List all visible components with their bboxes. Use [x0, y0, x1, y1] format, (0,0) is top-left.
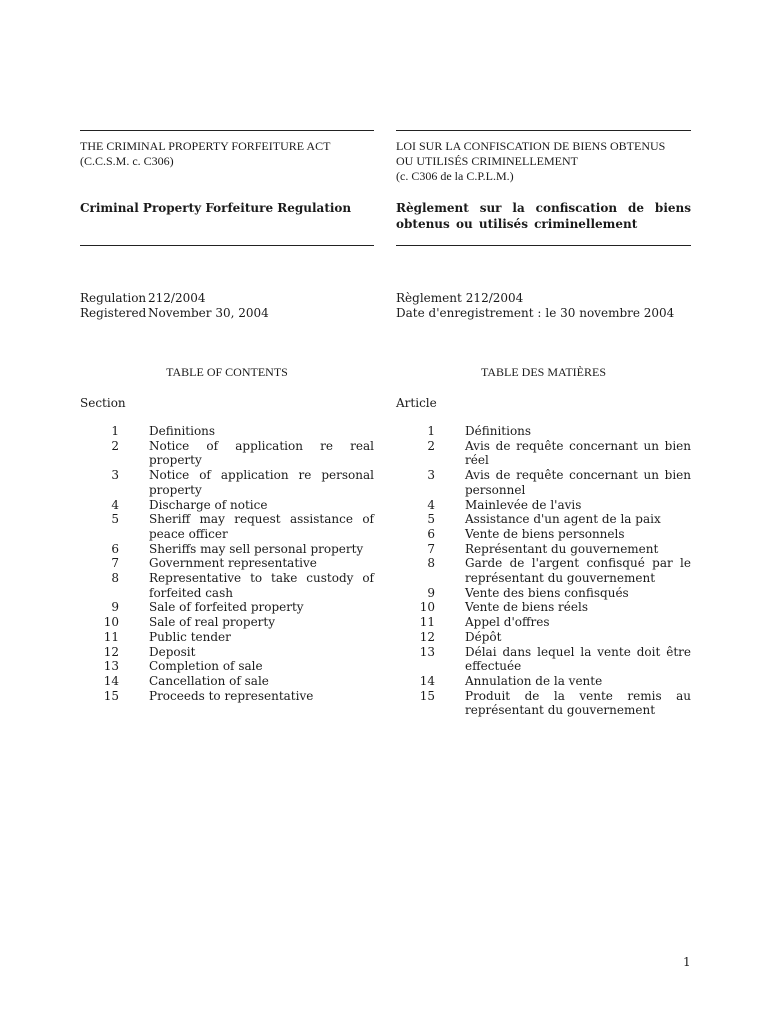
toc-entry [396, 630, 691, 645]
bottom-rule [396, 245, 691, 246]
act-title: THE CRIMINAL PROPERTY FORFEITURE ACT (C.C.S.M. c. C306) [80, 139, 331, 168]
table-of-contents [80, 424, 374, 703]
toc-entry [396, 498, 691, 513]
toc-entry-title: Appel d'offres [465, 615, 550, 630]
toc-entry-number: 10 [419, 600, 435, 615]
toc-entry-number: 2 [111, 438, 119, 453]
toc-entry-title: Public tender [149, 629, 231, 644]
toc-entry-number: 11 [103, 629, 119, 644]
toc-entry [396, 512, 691, 527]
regulation-number: 212/2004 [148, 291, 206, 305]
toc-entry [396, 542, 691, 557]
toc-entry-title: Government representative [149, 556, 317, 571]
regulation-info [396, 291, 691, 321]
toc-entry-number: 7 [111, 556, 119, 571]
toc-entry-number: 14 [103, 673, 119, 688]
toc-entry-title: Représentant du gouvernement [465, 541, 659, 556]
toc-entry-title: Sheriff may request assistance of peace officer [149, 512, 374, 541]
toc-entry-number: 5 [427, 512, 435, 527]
toc-entry-title: Mainlevée de l'avis [465, 497, 582, 512]
toc-heading: TABLE OF CONTENTS [166, 365, 288, 379]
table-of-contents [396, 424, 691, 718]
toc-entry-number: 6 [427, 526, 435, 541]
toc-entry-title: Avis de requête concernant un bien réel [465, 438, 691, 468]
registered-label: Registered [80, 306, 147, 320]
toc-entry-title: Dépôt [465, 629, 502, 644]
toc-entry-title: Vente de biens personnels [465, 526, 625, 541]
toc-entry-title: Vente des biens confisqués [465, 585, 629, 600]
toc-entry-number: 11 [419, 615, 435, 630]
toc-entry [80, 630, 374, 645]
toc-entry-number: 1 [111, 424, 119, 438]
registered-label: Date d'enregistrement : [396, 306, 542, 320]
toc-entry-number: 6 [111, 541, 119, 556]
toc-entry-number: 9 [427, 585, 435, 600]
toc-entry-title: Sheriffs may sell personal property [149, 541, 364, 556]
toc-entry-number: 3 [111, 468, 119, 483]
toc-entry-title: Notice of application re personal property [149, 468, 374, 497]
toc-entry [80, 468, 374, 497]
toc-entry-number: 4 [111, 497, 119, 512]
toc-entry-number: 3 [427, 468, 435, 483]
toc-entry [396, 556, 691, 585]
toc-entry [80, 600, 374, 615]
toc-entry-number: 1 [427, 424, 435, 438]
toc-entry-title: Deposit [149, 644, 196, 659]
toc-entry-number: 8 [427, 556, 435, 571]
toc-entry-number: 14 [419, 673, 435, 688]
bottom-rule [80, 245, 374, 246]
toc-entry [80, 556, 374, 571]
toc-entry [396, 615, 691, 630]
toc-entry-title: Sale of real property [149, 615, 276, 630]
toc-entry [396, 424, 691, 439]
toc-entry [396, 645, 691, 674]
toc-entry-number: 5 [111, 512, 119, 527]
regulation-number: 212/2004 [465, 291, 524, 305]
toc-entry [80, 571, 374, 600]
toc-entry [80, 659, 374, 674]
page-number: 1 [683, 955, 691, 969]
toc-entry-number: 2 [427, 438, 435, 453]
toc-entry [396, 674, 691, 689]
toc-entry-number: 8 [111, 571, 119, 586]
top-rule [80, 130, 374, 131]
toc-entry-number: 13 [103, 659, 119, 674]
top-rule [396, 130, 691, 131]
toc-entry-number: 15 [419, 688, 435, 703]
toc-entry-title: Cancellation of sale [149, 673, 269, 688]
toc-entry-title: Avis de requête concernant un bien personnel [465, 468, 691, 497]
toc-entry-title: Discharge of notice [149, 497, 268, 512]
toc-entry-title: Définitions [465, 424, 532, 438]
toc-entry-title: Sale of forfeited property [149, 600, 304, 615]
toc-entry-number: 13 [419, 644, 435, 659]
section-label: Article [396, 396, 437, 410]
regulation-label: Regulation [80, 291, 147, 305]
toc-entry-title: Garde de l'argent confisqué par le représentant du gouvernement [465, 556, 691, 586]
toc-entry [396, 600, 691, 615]
toc-entry [80, 689, 374, 704]
toc-entry-title: Produit de la vente remis au représentant du gouvernement [465, 688, 691, 718]
toc-entry-title: Assistance d'un agent de la paix [465, 512, 661, 527]
regulation-info [80, 291, 374, 321]
toc-entry [396, 468, 691, 497]
toc-entry-title: Definitions [149, 424, 216, 438]
toc-entry-number: 9 [111, 600, 119, 615]
toc-entry [80, 542, 374, 557]
toc-heading: TABLE DES MATIÈRES [480, 365, 607, 379]
registered-date: November 30, 2004 [148, 306, 269, 320]
toc-entry-title: Vente de biens réels [465, 600, 588, 615]
toc-entry [80, 674, 374, 689]
regulation-label: Règlement [396, 291, 462, 305]
toc-entry-number: 4 [427, 497, 435, 512]
regulation-title: Règlement sur la confiscation de biens obtenus ou utilisés criminellement [396, 201, 691, 231]
toc-entry-number: 7 [427, 541, 435, 556]
section-label: Section [80, 396, 126, 410]
toc-entry [80, 645, 374, 660]
toc-entry-title: Proceeds to representative [149, 688, 314, 703]
regulation-title: Criminal Property Forfeiture Regulation [80, 201, 352, 215]
toc-entry-number: 15 [103, 688, 119, 703]
toc-entry-number: 12 [419, 629, 435, 644]
toc-entry [396, 439, 691, 468]
toc-entry-number: 12 [103, 644, 119, 659]
toc-entry [80, 439, 374, 468]
registered-date: le 30 novembre 2004 [545, 306, 675, 320]
toc-entry-title: Notice of application re real property [149, 438, 374, 468]
toc-entry-title: Délai dans lequel la vente doit être effectuée [465, 644, 691, 674]
toc-entry [80, 424, 374, 439]
toc-entry [80, 512, 374, 541]
toc-entry-title: Completion of sale [149, 659, 263, 674]
toc-entry [396, 689, 691, 718]
toc-entry-title: Annulation de la vente [465, 673, 603, 688]
toc-entry [80, 498, 374, 513]
toc-entry-title: Representative to take custody of forfeited cash [149, 571, 374, 600]
toc-entry [80, 615, 374, 630]
act-title: LOI SUR LA CONFISCATION DE BIENS OBTENUS OU UTILISÉS CRIMINELLEMENT (c. C306 de la C.P.L.M.) [396, 139, 666, 183]
toc-entry-number: 10 [103, 615, 119, 630]
toc-entry [396, 527, 691, 542]
toc-entry [396, 586, 691, 601]
